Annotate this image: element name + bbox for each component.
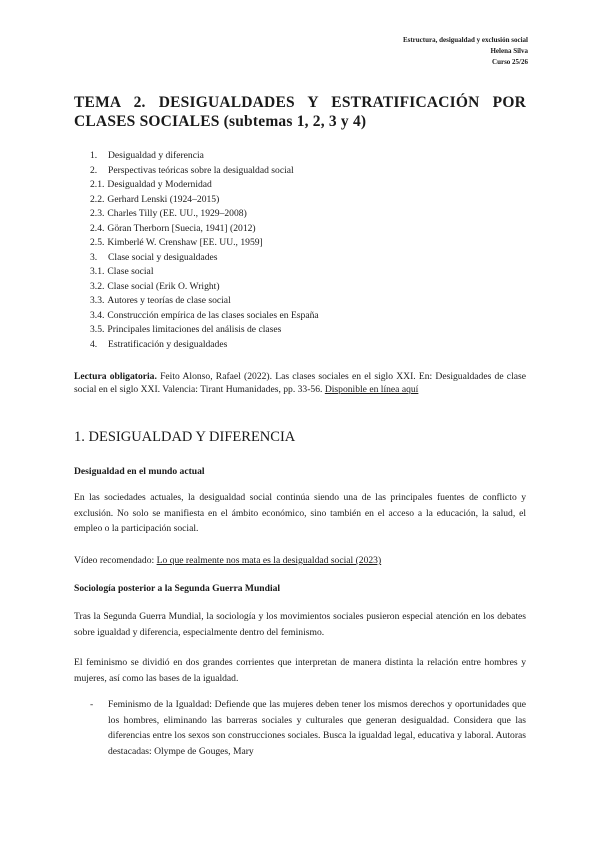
toc-item-number: 3.2. (90, 280, 105, 292)
toc-item-number: 2.2. (90, 193, 105, 205)
toc-item-text: Construcción empírica de las clases sociales en España (107, 309, 319, 321)
toc-item (90, 265, 530, 280)
subheading-inequality-today: Desigualdad en el mundo actual (74, 466, 205, 477)
toc-item-text: Autores y teorías de clase social (107, 295, 231, 306)
required-reading (74, 370, 526, 396)
toc-item-text: Gerhard Lenski (1924–2015) (107, 193, 220, 205)
toc-item (90, 323, 530, 338)
recommended-video (74, 553, 526, 569)
toc-item-text: Perspectivas teóricas sobre la desigualdad social (108, 164, 294, 176)
toc-item-number: 2.1. (90, 179, 105, 190)
toc-item (90, 149, 530, 164)
toc-item-text: Clase social (107, 266, 154, 277)
paragraph-postwar-sociology: Tras la Segunda Guerra Mundial, la sociología y los movimientos sociales pusieron especial atención en los debates sobre igualdad y diferencia, especialmente dentro del feminismo. (74, 611, 526, 638)
toc-item-number: 3.4. (90, 309, 105, 321)
toc-item-number: 3. (90, 251, 98, 263)
toc-item (90, 236, 530, 251)
toc-item-number: 4. (90, 338, 98, 350)
header-author: Helena Silva (490, 47, 528, 55)
toc-item-text: Principales limitaciones del análisis de clases (107, 324, 282, 335)
subheading-postwar-sociology: Sociología posterior a la Segunda Guerra Mundial (74, 583, 281, 594)
toc-item-number: 3.3. (90, 295, 105, 306)
running-header (403, 35, 528, 68)
page-title: TEMA 2. DESIGUALDADES Y ESTRATIFICACIÓN POR CLASES SOCIALES (subtemas 1, 2, 3 y 4) (74, 94, 526, 130)
toc-item (90, 207, 530, 222)
toc-item-text: Göran Therborn [Suecia, 1941] (2012) (107, 222, 256, 234)
header-course-title: Estructura, desigualdad y exclusión social (402, 36, 528, 44)
section-heading: 1. DESIGUALDAD Y DIFERENCIA (74, 429, 296, 445)
toc-item (90, 338, 530, 353)
toc-item-number: 3.5. (90, 324, 105, 335)
toc-item (90, 178, 530, 193)
toc-item-number: 3.1. (90, 266, 105, 277)
toc-item-text: Desigualdad y Modernidad (107, 179, 212, 190)
toc-item-text: Estratificación y desigualdades (108, 338, 228, 350)
toc-item (90, 280, 530, 295)
required-reading-label: Lectura obligatoria. (74, 371, 157, 382)
video-label: Vídeo recomendado: (74, 555, 157, 566)
toc-item-number: 2.3. (90, 208, 105, 219)
toc-item-text: Kimberlé W. Crenshaw [EE. UU., 1959] (107, 237, 263, 248)
reading-online-link[interactable]: Disponible en línea aquí (324, 384, 419, 395)
bullet-equality-feminism: Feminismo de la Igualdad: Defiende que las mujeres deben tener los mismos derechos y oportunidades que los hombres, eliminando las barreras sociales y culturales que generan desigualdad. Considera que las diferencias entre los sexos son construcciones sociales. Busca la igualdad legal, educativa y laboral. Autoras destacadas: Olympe de Gouges, Mary (108, 699, 526, 757)
video-link[interactable]: Lo que realmente nos mata es la desigualdad social (2023) (156, 555, 382, 566)
toc-item-number: 2.4. (90, 222, 105, 234)
toc-item (90, 309, 530, 324)
header-year: Curso 25/26 (492, 58, 528, 66)
toc-item (90, 222, 530, 237)
toc-item-text: Charles Tilly (EE. UU., 1929–2008) (107, 208, 247, 219)
toc-item-text: Clase social y desigualdades (108, 251, 218, 263)
toc-item-text: Desigualdad y diferencia (108, 150, 204, 161)
toc-item-number: 2.5. (90, 237, 105, 248)
toc-item-number: 1. (90, 150, 98, 161)
toc-item (90, 164, 530, 179)
required-reading-citation: Feito Alonso, Rafael (2022). Las clases sociales en el siglo XXI. En: Desigualdades de clase social en el siglo XXI. Valencia: Tirant Humanidades, pp. 33-56. (74, 371, 526, 395)
toc-item (90, 294, 530, 309)
paragraph-inequality-today: En las sociedades actuales, la desigualdad social continúa siendo una de las principales fuentes de conflicto y exclusión. No solo se manifiesta en el ámbito económico, sino también en el acceso a la educación, la salud, el empleo o la participación social. (74, 492, 526, 534)
list-item (90, 697, 526, 759)
toc-item-number: 2. (90, 164, 98, 176)
toc-item (90, 251, 530, 266)
toc-item-text: Clase social (Erik O. Wright) (107, 280, 220, 292)
table-of-contents (90, 149, 530, 352)
bullet-dash: - (90, 699, 94, 710)
paragraph-feminism-currents: El feminismo se dividió en dos grandes corrientes que interpretan de manera distinta la relación entre hombres y mujeres, así como las bases de la igualdad. (74, 657, 526, 684)
toc-item (90, 193, 530, 208)
